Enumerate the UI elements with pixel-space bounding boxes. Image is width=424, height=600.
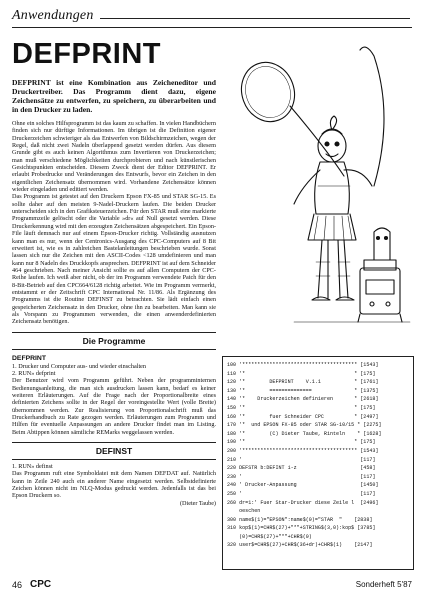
listing-line: 220 DEFSTR b:DEFINT i-z [458] bbox=[227, 465, 376, 472]
listing-line: 210 ' [117] bbox=[227, 456, 376, 463]
listing-line: 200 '************************************** [1543] bbox=[227, 447, 379, 454]
listing-line: 100 '************************************** [1543] bbox=[227, 362, 379, 368]
definst-step-1: 1. RUN» definst bbox=[12, 463, 53, 471]
definst-text: Das Programm ruft eine Symboldatei mit dem Namen DEFDAT auf. Natürlich kann in Zeile 240 auch ein anderer Name eingesetzt werden. Selbstdefinierte Zeichen können nicht im NLQ-Modus gedruckt werden. Jedenfalls ist das bei Epson Druckern so. bbox=[12, 470, 216, 500]
listing-line: 130 '* ============== * [1375] bbox=[227, 387, 379, 394]
listing-line: 320 user$=CHR$(27)+CHR$(36+dr)+CHR$(1) [2147] bbox=[227, 542, 373, 549]
cartoon-illustration bbox=[224, 36, 412, 346]
article-body-1: Ohne ein solches Hilfsprogramm ist das kaum zu schaffen. In vielen Handbüchern finden sich nur dürftige Informationen. Im übrigen ist die Definition eigener Druckerzeichen schwieriger als das Entwerfen von Bildschirmzeichen, wegen der Regel, daß nicht zwei Nadeln überlappend gesetzt werden dürfen. Aus diesem Grunde gibt es auch keinen Algorithmus zum Invertieren von Druckerzeichen; man muß verschiedene Möglichkeiten durchprobieren und nach künstlerischen Gesichtspunkten entscheiden. Diesem Zweck dient der Editor DEFPRINT. Er erlaubt Probedrucke und Veränderungen des Entwurfs, bevor ein Zeichen in den eigentlichen Zeichensatz übernommen wird. Vorhandene Zeichensätze können wieder eingeladen und editiert werden. bbox=[12, 120, 217, 194]
programs-section-title: Die Programme bbox=[12, 332, 216, 350]
defprint-subtitle: DEFPRINT bbox=[12, 354, 46, 362]
article-lead: DEFPRINT ist eine Kombination aus Zeicheneditor und Druckertreiber. Das Programm dient dazu, eigene Zeichensätze zu entwerfen, zu speichern, zu überarbeiten und in den Drucker zu laden. bbox=[12, 78, 216, 114]
article-title: DEFPRINT bbox=[12, 38, 161, 70]
listing-line: 310 kop$(1)=CHR$(27)+"*"+STRING$(3,0):kop$ [3785] bbox=[227, 525, 376, 532]
listing-line: 110 '* * [175] bbox=[227, 370, 376, 377]
defprint-step-2: 2. RUN» defprint bbox=[12, 369, 56, 377]
listing-line: oeschen bbox=[227, 508, 261, 515]
article-body-2: Das Programm ist getestet auf den Druckern Epson FX-85 und STAR SG-15. Es sollte daher auf den meisten 9-Nadel-Druckern laufen. Die beiden Drucker unterscheiden sich in den Grafiksteuerzeichen. Für den STAR muß eine markierte Programmzeile gelöscht oder die Variable »dr« auf Null gesetzt werden. Diese Druckerkennung wird mit den erzeugten Zeichensätzen abgespeichert. Ein Epson-File läuft demnach nur auf einem Epson-Drucker richtig. Vollständig ausnutzen kann man es nur, wenn der Centronics-Ausgang des CPC-Computers auf 8 Bit erweitert ist, wie es in zahlreichen Bastelanleitungen beschrieben wurde. Sonst lassen sich nur die Zeichen mit den ASCII-Codes <128 umdefinieren und man kann nur 8 Nadeln des Druckkopfs ansprechen. DEFPRINT ist auf dem Schneider 464 geschrieben. Nach meiner Ansicht sollte es auf allen Computern der CPC-Reihe laufen. Ich weiß aber nicht, ob der im Programm verwendete Patch für den 8-Bit-Betrieb auf den CPC664/6128 richtig arbeitet. Wie im Programm vermerkt, entstammt er der Zeitschrift CPC International Nr. 11/86. Als Ergänzung des Programms ist die Routine DEFINST zu betrachten. Sie lädt einfach einen gespeicherten Zeichensatz in den Drucker, ohne ihn zu bearbeiten. Man kann sie als Vorspann zu Programmen verwenden, die einen anwenderdefinierten Zeichensatz benötigen. bbox=[12, 193, 216, 326]
header-rule bbox=[100, 18, 410, 19]
listing-line: 120 '* DEFPRINT V.1.1 * [1761] bbox=[227, 379, 379, 386]
issue-label: Sonderheft 5'87 bbox=[355, 580, 412, 589]
listing-line: 170 '* und EPSON FX-85 oder STAR SG-10/15 * [2275] bbox=[227, 422, 382, 429]
page-header bbox=[0, 0, 424, 30]
listing-line: 180 '* (C) Dieter Taube, Rinteln * [1628] bbox=[227, 430, 382, 437]
defprint-step-1: 1. Drucker und Computer aus- und wieder einschalten bbox=[12, 362, 147, 370]
listing-line: 150 '* * [175] bbox=[227, 404, 376, 411]
header-underline bbox=[12, 27, 412, 28]
listing-code bbox=[227, 361, 381, 550]
listing-line: (0)=CHR$(27)+"*"+CHR$(0) bbox=[227, 533, 312, 540]
listing-line: 260 dr=1:' Fuer Star-Drucker diese Zeile l [2496] bbox=[227, 499, 379, 506]
defprint-text: Der Benutzer wird vom Programm geführt. Neben der programminternen Bedienungsanleitung, die man sich ausdrucken lassen kann, bedarf es keiner weiteren Erläuterungen. Auf die Frage nach der Proportionalbreite eines definierten Zeichens sollte in der Regel der voreingestellte Wert (volle Breite) übernommen werden. Zur Realisierung von Proportionalschrift muß das Druckerhandbuch zu Rate gezogen werden. Erläuterungen zum Programm und Hilfen für eventuelle Anpassungen an andere Drucker findet man im Listing. Beim Abtippen können sämtliche REMarks weggelassen werden. bbox=[12, 377, 216, 436]
definst-section-title: DEFINST bbox=[12, 442, 216, 460]
section-heading: Anwendungen bbox=[12, 8, 94, 23]
listing-line: 250 ' [117] bbox=[227, 490, 376, 497]
article-column bbox=[12, 36, 216, 507]
listing-line: 190 '* * [175] bbox=[227, 439, 376, 446]
listing-line: 240 ' Drucker-Anpassung [1450] bbox=[227, 482, 379, 489]
listing-line: 230 ' [117] bbox=[227, 473, 376, 480]
page-number: 46 bbox=[12, 580, 23, 590]
program-listing bbox=[222, 356, 414, 570]
article-author: (Dieter Taube) bbox=[179, 499, 216, 507]
listing-line: 300 name$(1)="EPSON":name$(0)="STAR " [2838] bbox=[227, 516, 373, 523]
page-footer bbox=[12, 578, 412, 596]
magazine-logo: CPC bbox=[30, 579, 52, 590]
listing-line: 140 '* Druckerzeichen definieren * [2618] bbox=[227, 396, 379, 403]
listing-line: 160 '* fuer Schneider CPC * [2497] bbox=[227, 413, 379, 420]
